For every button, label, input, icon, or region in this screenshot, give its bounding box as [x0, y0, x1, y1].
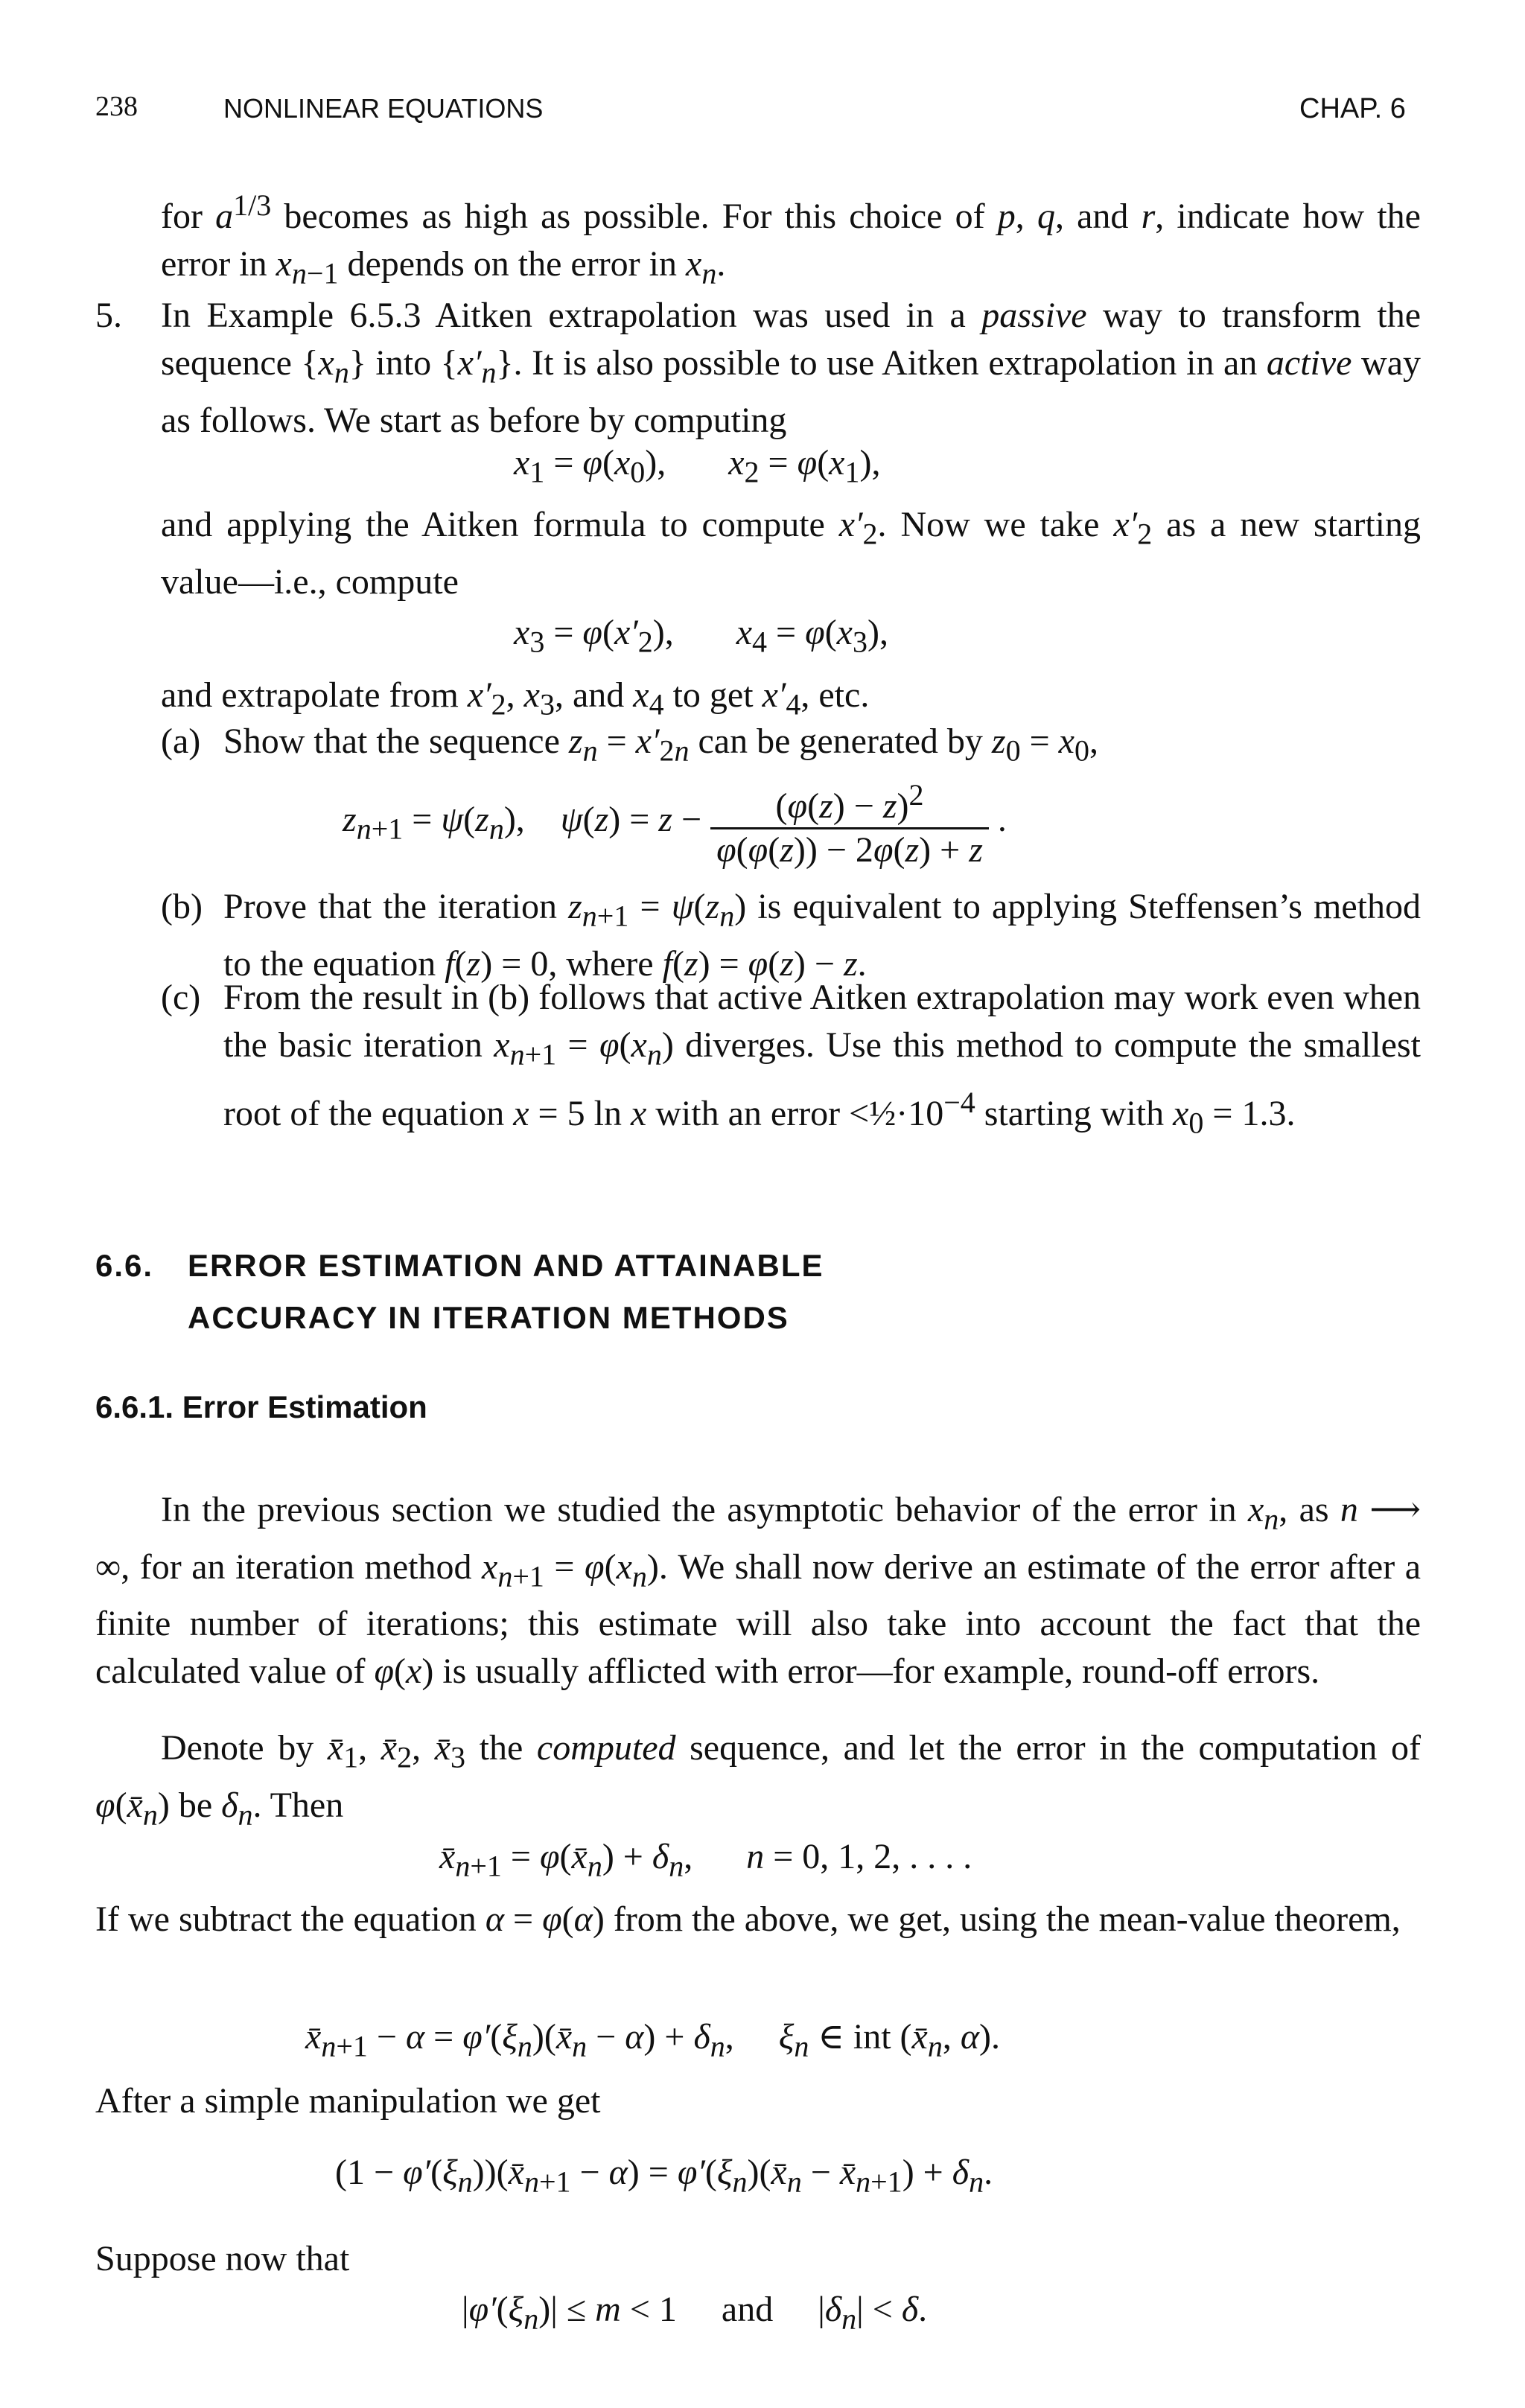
section-number: 6.6.	[95, 1248, 154, 1283]
problem-4-continuation: for $a^{1/3}$ becomes as high as possible. For this choice of p, q, and r, indicate how the error in $x_{n-1}$ depends on the error in $x_n$.	[161, 188, 1421, 290]
part-a-text: Show that the sequence $z_n = x'_{2n}$ can be generated by $z_0 = x_0$,	[223, 722, 1098, 768]
body-paragraph-3: If we subtract the equation α = φ(α) from the above, we get, using the mean-value theorem,	[95, 1899, 1401, 1939]
problem-number: 5.	[95, 296, 122, 335]
subsection-title: 6.6.1. Error Estimation	[95, 1389, 427, 1424]
body-paragraph-1: In the previous section we studied the asymptotic behavior of the error in $x_n$, as n ⟶ ∞, for an iteration method $x_{n+1} = \varphi(x_n)$. We shall now derive an estimate of the error after a finite number of iterations; this estimate will also take into account the fact that the calculated value of φ(x) is usually afflicted with error—for example, round-off errors.	[95, 1490, 1421, 1692]
problem-5-aitken-step: and applying the Aitken formula to compute $x'_2$. Now we take $x'_2$ as a new starting value—i.e., compute	[161, 505, 1421, 602]
equation-psi-fraction	[710, 774, 989, 871]
equation-mean-value: $x̄_{n+1} - \alpha$ = $\varphi'(\xi_n)(x̄_n - \alpha) + \delta_n$, $\xi_n$ ∈ int ($x̄_n$, α).	[305, 2017, 1001, 2063]
equation-manipulation: $(1 - \varphi'(\xi_n))(x̄_{n+1} - \alpha)$ = $\varphi'(\xi_n)(x̄_n$ − $x̄_{n+1}) + \delta_n$.	[335, 2153, 993, 2199]
equation-computed-sequence: $x̄_{n+1}$ = $\varphi(x̄_n) + \delta_n$, n = 0, 1, 2, . . . .	[439, 1837, 972, 1883]
body-paragraph-5: Suppose now that	[95, 2239, 350, 2278]
page-number: 238	[95, 91, 138, 122]
part-b-label: (b)	[161, 887, 203, 926]
equation-x3-x4: $x_3 = \varphi(x'_2)$, $x_4 = \varphi(x_3)$,	[514, 613, 888, 659]
part-a-label: (a)	[161, 722, 201, 761]
fraction-denominator: φ(φ(z)) − 2φ(z) + z	[716, 830, 983, 870]
chapter-label: CHAP. 6	[1299, 93, 1406, 124]
problem-5-extrapolate: and extrapolate from $x'_2$, $x_3$, and $x_4$ to get $x'_4$, etc.	[161, 675, 870, 722]
equation-psi	[343, 774, 1007, 871]
equation-psi-left: $z_{n+1} = \psi(z_n)$, ψ(z) = z −	[343, 800, 702, 846]
body-paragraph-4: After a simple manipulation we get	[95, 2081, 601, 2121]
part-c-label: (c)	[161, 978, 201, 1017]
part-b-text: Prove that the iteration $z_{n+1} = \psi(z_n)$ is equivalent to applying Steffensen’s method to the equation f(z) = 0, where f(z) = φ(z) − z.	[223, 887, 1421, 984]
equation-psi-period: .	[997, 800, 1007, 840]
section-title-line-1: ERROR ESTIMATION AND ATTAINABLE	[188, 1248, 824, 1283]
body-paragraph-2: Denote by $x̄_1$, $x̄_2$, $x̄_3$ the computed sequence, and let the error in the computation of $\varphi(x̄_n)$ be $\delta_n$. Then	[95, 1728, 1421, 1832]
section-title-line-2: ACCURACY IN ITERATION METHODS	[188, 1300, 789, 1335]
equation-assumptions: $|\varphi'(\xi_n)| \le m < 1$ and $|\delta_n| < \delta$.	[462, 2290, 928, 2336]
running-title: NONLINEAR EQUATIONS	[223, 93, 544, 124]
part-c-text: From the result in (b) follows that active Aitken extrapolation may work even when the basic iteration $x_{n+1} = \varphi(x_n)$ diverges. Use this method to compute the smallest root of the equation x = 5 ln x with an error $<\frac{1}{2}\cdot 10^{-4}$ starting with $x_0 = 1.3$.	[223, 978, 1421, 1140]
fraction-numerator: $(\varphi(z) - z)^2$	[710, 774, 989, 829]
problem-5-intro: In Example 6.5.3 Aitken extrapolation was used in a passive way to transform the sequence $\{x_n\}$ into $\{x'_n\}$. It is also possible to use Aitken extrapolation in an active way as follows. We start as before by computing	[161, 296, 1421, 440]
equation-x1-x2: $x_1 = \varphi(x_0)$, $x_2 = \varphi(x_1)$,	[514, 443, 881, 489]
